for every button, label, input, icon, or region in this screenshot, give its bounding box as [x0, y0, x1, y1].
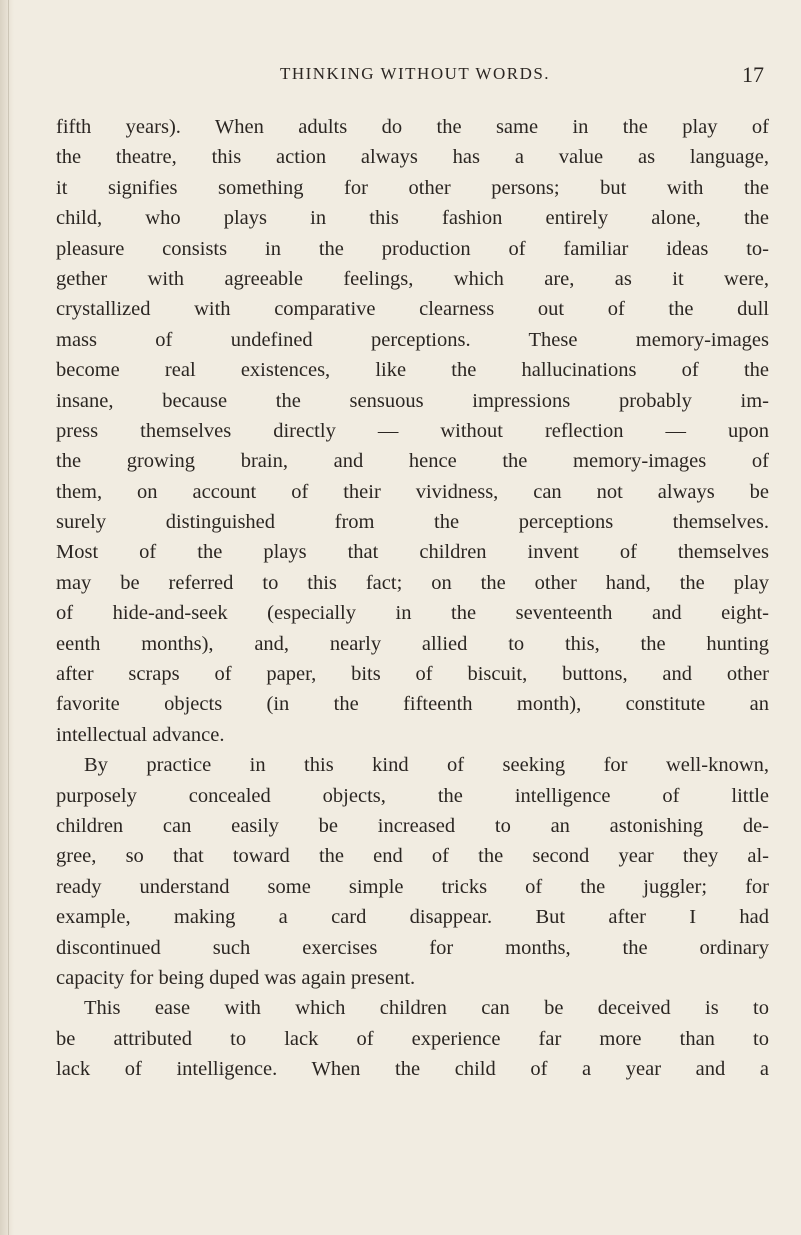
text-line: purposely concealed objects, the intelligence of little	[56, 784, 769, 807]
text-line: fifth years). When adults do the same in the play of	[56, 116, 769, 138]
text-line: may be referred to this fact; on the other hand, the play	[56, 571, 769, 594]
text-line: intellectual advance.	[56, 723, 225, 746]
text-line: gether with agreeable feelings, which are, as it were,	[56, 267, 769, 290]
text-line: press themselves directly — without reflection — upon	[56, 419, 769, 442]
binding-line	[8, 0, 9, 1235]
text-line: eenth months), and, nearly allied to this, the hunting	[56, 632, 769, 655]
text-line: them, on account of their vividness, can not always be	[56, 480, 769, 503]
page-number: 17	[742, 62, 764, 87]
page-gutter-shadow	[0, 0, 14, 1235]
text-line: lack of intelligence. When the child of a year and a	[56, 1058, 769, 1081]
body-text	[56, 112, 769, 1085]
text-line: crystallized with comparative clearness out of the dull	[56, 298, 769, 321]
text-line: example, making a card disappear. But after I had	[56, 906, 769, 929]
text-line: surely distinguished from the perceptions themselves.	[56, 511, 769, 534]
text-line: capacity for being duped was again present.	[56, 966, 416, 989]
text-line: pleasure consists in the production of familiar ideas to-	[56, 237, 769, 260]
text-line: This ease with which children can be deceived is to	[84, 997, 769, 1020]
text-line: gree, so that toward the end of the second year they al-	[56, 845, 769, 868]
text-line: children can easily be increased to an astonishing de-	[56, 814, 769, 837]
text-line: discontinued such exercises for months, the ordinary	[56, 936, 769, 959]
text-line: the theatre, this action always has a value as language,	[56, 146, 769, 169]
text-line: Most of the plays that children invent of themselves	[56, 541, 769, 564]
text-line: after scraps of paper, bits of biscuit, buttons, and other	[56, 663, 769, 686]
text-line: of hide-and-seek (especially in the seventeenth and eight-	[56, 602, 769, 625]
text-line: favorite objects (in the fifteenth month), constitute an	[56, 693, 769, 716]
running-head	[60, 64, 770, 94]
text-line: be attributed to lack of experience far more than to	[56, 1027, 769, 1050]
text-line: the growing brain, and hence the memory-images of	[56, 450, 769, 473]
text-line: insane, because the sensuous impressions probably im-	[56, 389, 769, 412]
text-line: become real existences, like the hallucinations of the	[56, 359, 769, 382]
text-line: mass of undefined perceptions. These memory-images	[56, 328, 769, 351]
text-line: ready understand some simple tricks of the juggler; for	[56, 875, 769, 898]
running-title: THINKING WITHOUT WORDS.	[279, 64, 551, 83]
text-line: it signifies something for other persons; but with the	[56, 176, 769, 199]
text-line: By practice in this kind of seeking for well-known,	[84, 754, 769, 777]
text-line: child, who plays in this fashion entirely alone, the	[56, 207, 769, 230]
